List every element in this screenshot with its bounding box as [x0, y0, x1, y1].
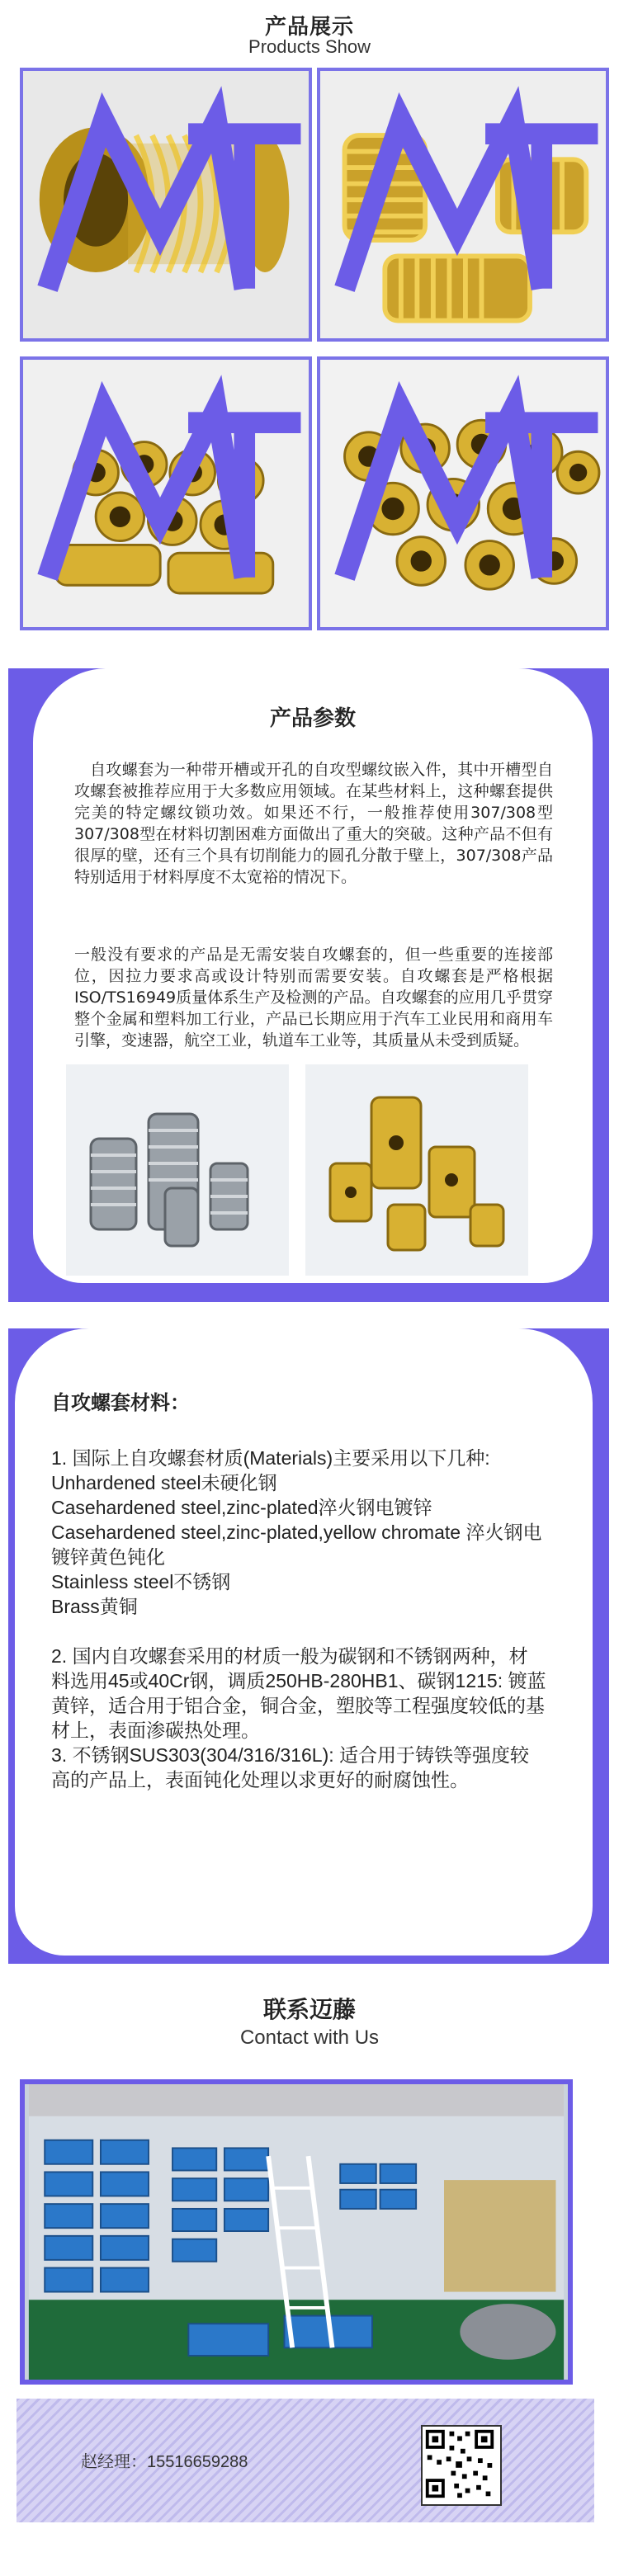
warehouse-photo — [20, 2079, 573, 2385]
product-photo-3 — [20, 356, 312, 630]
materials-line: Stainless steel不锈钢 — [51, 1571, 231, 1592]
brass-inserts-photo — [305, 1064, 528, 1276]
materials-line: 1. 国际上自攻螺套材质(Materials)主要采用以下几种: — [51, 1447, 490, 1469]
materials-panel — [8, 1328, 609, 1964]
qr-code[interactable] — [421, 2425, 502, 2506]
params-paragraph-1: 自攻螺套为一种带开槽或开孔的自攻型螺纹嵌入件，其中开槽型自攻螺套被推荐应用于大多数应用领域。在某些材料上，这种螺套提供完美的特定螺纹锁功效。如果还不行，一般推荐使用307/308型307/308型在材料切割困难方面做出了重大的突破。这种产品不但有很厚的壁，还有三个具有切削能力的圆孔分散于壁上，307/308产品特别适用于材料厚度不太宽裕的情况下。 — [74, 761, 553, 886]
mt-logo-icon — [31, 366, 312, 630]
params-panel — [8, 668, 609, 1302]
materials-card — [15, 1328, 593, 1956]
product-photo-4 — [317, 356, 609, 630]
contact-band — [17, 2399, 594, 2522]
stainless-inserts-icon — [66, 1064, 289, 1276]
params-paragraph-2: 一般没有要求的产品是无需安装自攻螺套的，但一些重要的连接部位，因拉力要求高或设计特别而需要安装。自攻螺套是严格根据ISO/TS16949质量体系生产及检测的产品。自攻螺套的应用几乎贯穿整个金属和塑料加工行业，产品已长期应用于汽车工业民用和商用车引擎，变速器，航空工业，轨道车工业等，其质量从未受到质疑。 — [74, 946, 553, 1050]
stainless-inserts-photo — [66, 1064, 289, 1276]
mt-logo-icon — [31, 78, 312, 342]
materials-line: 3. 不锈钢SUS303(304/316/316L): 适合用于铸铁等强度较高的产品上，表面钝化处理以求更好的耐腐蚀性。 — [51, 1744, 530, 1790]
qr-code-icon — [423, 2427, 497, 2501]
warehouse-icon — [25, 2084, 568, 2380]
materials-line: Brass黄铜 — [51, 1596, 138, 1617]
params-title: 产品参数 — [269, 706, 356, 731]
materials-line: 2. 国内自攻螺套采用的材质一般为碳钢和不锈钢两种，材料选用45或40Cr钢，调质250HB-280HB1、碳钢1215: 镀蓝黄锌，适合用于铝合金，铜合金，塑胶等工程强度较低的基材上，表面渗碳热处理。 — [51, 1645, 546, 1741]
products-title-cn: 产品展示 — [264, 15, 354, 40]
mt-logo-icon — [328, 366, 609, 630]
brass-inserts-icon — [305, 1064, 528, 1276]
contact-title-en: Contact with Us — [239, 2026, 380, 2049]
product-photo-1 — [20, 68, 312, 342]
materials-line: Casehardened steel,zinc-plated,yellow chromate 淬火钢电镀锌黄色钝化 — [51, 1522, 542, 1568]
materials-body — [51, 1446, 546, 1792]
contact-title-cn: 联系迈藤 — [262, 1996, 356, 2023]
product-photo-2 — [317, 68, 609, 342]
materials-line: Casehardened steel,zinc-plated淬火钢电镀锌 — [51, 1497, 432, 1518]
contact-label: 赵经理：15516659288 — [81, 2453, 248, 2471]
products-title-en: Products Show — [248, 36, 371, 57]
materials-line — [51, 1619, 546, 1644]
mt-logo-icon — [328, 78, 609, 342]
params-card — [33, 668, 593, 1283]
materials-title: 自攻螺套材料： — [51, 1391, 190, 1414]
materials-line: Unhardened steel未硬化钢 — [51, 1472, 277, 1493]
